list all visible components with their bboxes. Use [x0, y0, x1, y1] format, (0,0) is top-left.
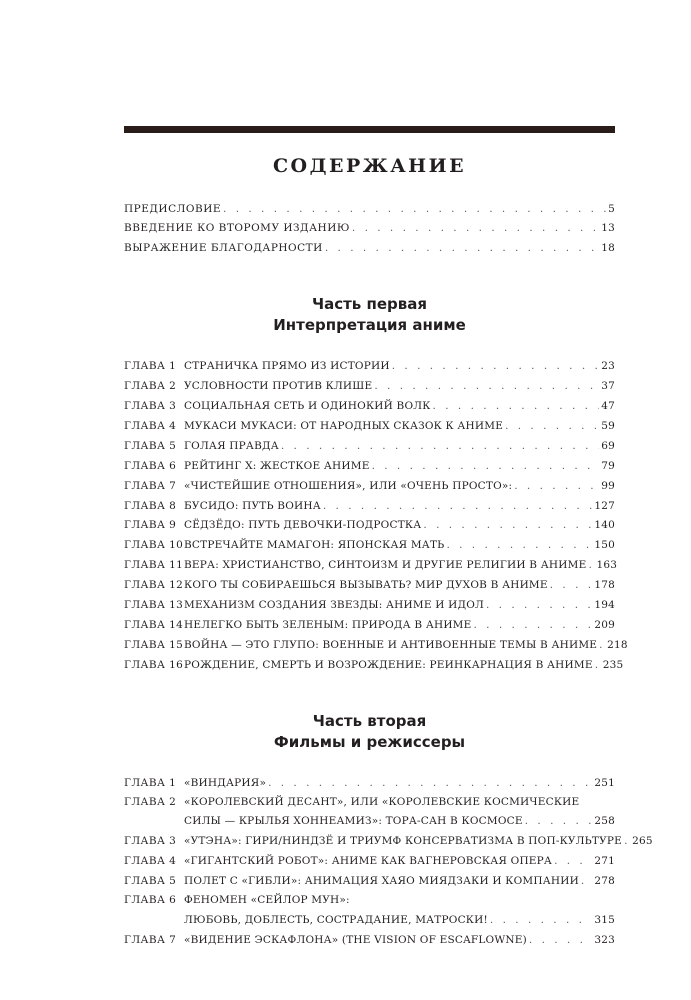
toc-chapter-row[interactable] [124, 577, 615, 593]
dot-leader [550, 577, 593, 593]
chapter-page: 258 [594, 815, 615, 827]
chapter-page: 23 [601, 360, 615, 372]
toc-chapter-row[interactable] [124, 498, 615, 514]
chapter-page: 209 [594, 619, 615, 631]
toc-entry-intro[interactable] [124, 220, 615, 236]
entry-title: ВВЕДЕНИЕ КО ВТОРОМУ ИЗДАНИЮ [124, 222, 350, 234]
chapter-label: ГЛАВА 12 [124, 579, 184, 591]
chapter-title: ПОЛЕТ С «ГИБЛИ»: АНИМАЦИЯ ХАЯО МИЯДЗАКИ И КОМПАНИИ [184, 875, 579, 887]
chapter-page: 278 [594, 875, 615, 887]
chapter-page: 218 [607, 639, 628, 651]
chapter-page: 79 [601, 460, 615, 472]
chapter-page: 163 [596, 559, 618, 571]
chapter-page: 323 [594, 934, 615, 946]
chapter-title: СЁДЗЁДО: ПУТЬ ДЕВОЧКИ-ПОДРОСТКА [184, 519, 422, 531]
dot-leader [372, 458, 600, 474]
chapter-page: 59 [601, 420, 615, 432]
dot-leader [474, 617, 593, 633]
toc-chapter-row-continued[interactable] [124, 813, 615, 829]
chapter-page: 315 [594, 914, 615, 926]
dot-leader [595, 657, 601, 673]
entry-title: ПРЕДИСЛОВИЕ [124, 203, 222, 215]
toc-entry-acknowledgements[interactable] [124, 240, 615, 256]
toc-chapter-row[interactable] [124, 892, 615, 908]
chapter-label: ГЛАВА 11 [124, 559, 184, 571]
chapter-title: СИЛЫ — КРЫЛЬЯ ХОННЕАМИЗ»: ТОРА-САН В КОСМОСЕ [184, 815, 523, 827]
chapter-page: 140 [594, 519, 615, 531]
toc-chapter-row[interactable] [124, 517, 615, 533]
dot-leader [514, 478, 599, 494]
toc-entry-preface[interactable] [124, 201, 615, 217]
chapter-page: 194 [594, 599, 615, 611]
chapter-title: «УТЭНА»: ГИРИ/НИНДЗЁ И ТРИУМФ КОНСЕРВАТИЗМА В ПОП-КУЛЬТУРЕ [184, 835, 623, 847]
chapter-title: «ВИНДАРИЯ» [184, 777, 267, 789]
toc-chapter-row[interactable] [124, 775, 615, 791]
top-rule [124, 126, 615, 133]
chapter-title: БУСИДО: ПУТЬ ВОИНА [184, 500, 321, 512]
toc-chapter-row[interactable] [124, 833, 653, 849]
chapter-title: МЕХАНИЗМ СОЗДАНИЯ ЗВЕЗДЫ: АНИМЕ И ИДОЛ [184, 599, 484, 611]
toc-chapter-row[interactable] [124, 478, 615, 494]
toc-chapter-row[interactable] [124, 932, 615, 948]
toc-chapter-row[interactable] [124, 378, 615, 394]
toc-chapter-row[interactable] [124, 617, 615, 633]
toc-chapter-row[interactable] [124, 358, 615, 374]
toc-chapter-row[interactable] [124, 438, 615, 454]
chapter-label: ГЛАВА 2 [124, 796, 177, 808]
chapter-title: ФЕНОМЕН «СЕЙЛОР МУН»: [184, 894, 350, 906]
toc-chapter-row[interactable] [124, 657, 624, 673]
chapter-title: РЕЙТИНГ Х: ЖЕСТКОЕ АНИМЕ [184, 460, 370, 472]
chapter-label: ГЛАВА 6 [124, 894, 177, 906]
chapter-page: 271 [594, 855, 615, 867]
chapter-label: ГЛАВА 6 [124, 460, 177, 472]
toc-chapter-row[interactable] [124, 853, 615, 869]
chapter-label: ГЛАВА 3 [124, 835, 177, 847]
dot-leader [490, 912, 592, 928]
toc-chapter-row[interactable] [124, 873, 615, 889]
chapter-title: «КОРОЛЕВСКИЙ ДЕСАНТ», ИЛИ «КОРОЛЕВСКИЕ КОСМИЧЕСКИЕ [184, 796, 580, 808]
dot-leader [599, 637, 605, 653]
toc-chapter-row[interactable] [124, 794, 615, 810]
chapter-title: СОЦИАЛЬНАЯ СЕТЬ И ОДИНОКИЙ ВОЛК [184, 400, 431, 412]
toc-title: СОДЕРЖАНИЕ [272, 155, 467, 177]
chapter-label: ГЛАВА 3 [124, 400, 177, 412]
chapter-label: ГЛАВА 2 [124, 380, 177, 392]
chapter-page: 47 [601, 400, 615, 412]
toc-chapter-row-continued[interactable] [124, 912, 615, 928]
chapter-title: ГОЛАЯ ПРАВДА [184, 440, 279, 452]
dot-leader [588, 557, 594, 573]
chapter-label: ГЛАВА 1 [124, 777, 177, 789]
chapter-label: ГЛАВА 8 [124, 500, 177, 512]
toc-chapter-row[interactable] [124, 597, 615, 613]
chapter-title: РОЖДЕНИЕ, СМЕРТЬ И ВОЗРОЖДЕНИЕ: РЕИНКАРНАЦИЯ В АНИМЕ [184, 659, 593, 671]
dot-leader [392, 358, 600, 374]
entry-page: 13 [601, 222, 615, 234]
chapter-label: ГЛАВА 7 [124, 934, 177, 946]
chapter-page: 37 [601, 380, 615, 392]
toc-chapter-row[interactable] [124, 537, 615, 553]
dot-leader [352, 220, 599, 236]
dot-leader [433, 398, 600, 414]
chapter-page: 251 [594, 777, 615, 789]
dot-leader [529, 932, 592, 948]
chapter-label: ГЛАВА 14 [124, 619, 184, 631]
dot-leader [525, 813, 593, 829]
dot-leader [423, 517, 592, 533]
toc-chapter-row[interactable] [124, 458, 615, 474]
chapter-title: КОГО ТЫ СОБИРАЕШЬСЯ ВЫЗЫВАТЬ? МИР ДУХОВ В АНИМЕ [184, 579, 548, 591]
part-one-heading [124, 294, 615, 336]
chapter-label: ГЛАВА 16 [124, 659, 184, 671]
dot-leader [323, 498, 592, 514]
toc-chapter-row[interactable] [124, 637, 628, 653]
toc-chapter-row[interactable] [124, 557, 618, 573]
chapter-label: ГЛАВА 1 [124, 360, 177, 372]
chapter-title: «ГИГАНТСКИЙ РОБОТ»: АНИМЕ КАК ВАГНЕРОВСКАЯ ОПЕРА [184, 855, 553, 867]
chapter-label: ГЛАВА 9 [124, 519, 177, 531]
chapter-page: 178 [594, 579, 615, 591]
part-title: Интерпретация аниме [273, 316, 466, 334]
chapter-page: 235 [602, 659, 624, 671]
chapter-title: ВЕРА: ХРИСТИАНСТВО, СИНТОИЗМ И ДРУГИЕ РЕЛИГИИ В АНИМЕ [184, 559, 587, 571]
chapter-page: 127 [594, 500, 615, 512]
dot-leader [281, 438, 599, 454]
toc-chapter-row[interactable] [124, 398, 615, 414]
chapter-title: СТРАНИЧКА ПРЯМО ИЗ ИСТОРИИ [184, 360, 390, 372]
chapter-title: НЕЛЕГКО БЫТЬ ЗЕЛЕНЫМ: ПРИРОДА В АНИМЕ [184, 619, 472, 631]
chapter-title: МУКАСИ МУКАСИ: ОТ НАРОДНЫХ СКАЗОК К АНИМЕ [184, 420, 504, 432]
chapter-label: ГЛАВА 7 [124, 480, 177, 492]
chapter-title: «ЧИСТЕЙШИЕ ОТНОШЕНИЯ», ИЛИ «ОЧЕНЬ ПРОСТО»: [184, 480, 513, 492]
part-number: Часть вторая [312, 712, 427, 730]
chapter-label: ГЛАВА 15 [124, 639, 184, 651]
toc-chapter-row[interactable] [124, 418, 615, 434]
chapter-title: ВСТРЕЧАЙТЕ МАМАГОН: ЯПОНСКАЯ МАТЬ [184, 539, 445, 551]
chapter-label: ГЛАВА 4 [124, 420, 177, 432]
chapter-page: 69 [601, 440, 615, 452]
chapter-title: ЛЮБОВЬ, ДОБЛЕСТЬ, СОСТРАДАНИЕ, МАТРОСКИ! [184, 914, 488, 926]
chapter-page: 150 [594, 539, 615, 551]
entry-page: 5 [608, 203, 615, 215]
chapter-label: ГЛАВА 4 [124, 855, 177, 867]
entry-page: 18 [601, 242, 615, 254]
chapter-title: «ВИДЕНИЕ ЭСКАФЛОНА» (THE VISION OF ESCAFLOWNE) [184, 934, 527, 946]
dot-leader [554, 853, 592, 869]
dot-leader [325, 240, 599, 256]
chapter-page: 99 [601, 480, 615, 492]
chapter-title: УСЛОВНОСТИ ПРОТИВ КЛИШЕ [184, 380, 373, 392]
dot-leader [486, 597, 592, 613]
chapter-title: ВОЙНА — ЭТО ГЛУПО: ВОЕННЫЕ И АНТИВОЕННЫЕ ТЕМЫ В АНИМЕ [184, 639, 598, 651]
dot-leader [446, 537, 592, 553]
dot-leader [223, 201, 606, 217]
chapter-label: ГЛАВА 10 [124, 539, 184, 551]
part-title: Фильмы и режиссеры [273, 733, 466, 751]
part-two-heading [124, 711, 615, 753]
dot-leader [581, 873, 592, 889]
chapter-label: ГЛАВА 13 [124, 599, 184, 611]
dot-leader [374, 378, 599, 394]
entry-title: ВЫРАЖЕНИЕ БЛАГОДАРНОСТИ [124, 242, 323, 254]
part-number: Часть первая [311, 295, 428, 313]
chapter-label: ГЛАВА 5 [124, 440, 177, 452]
dot-leader [624, 833, 630, 849]
dot-leader [268, 775, 592, 791]
chapter-page: 265 [632, 835, 653, 847]
dot-leader [505, 418, 599, 434]
chapter-label: ГЛАВА 5 [124, 875, 177, 887]
